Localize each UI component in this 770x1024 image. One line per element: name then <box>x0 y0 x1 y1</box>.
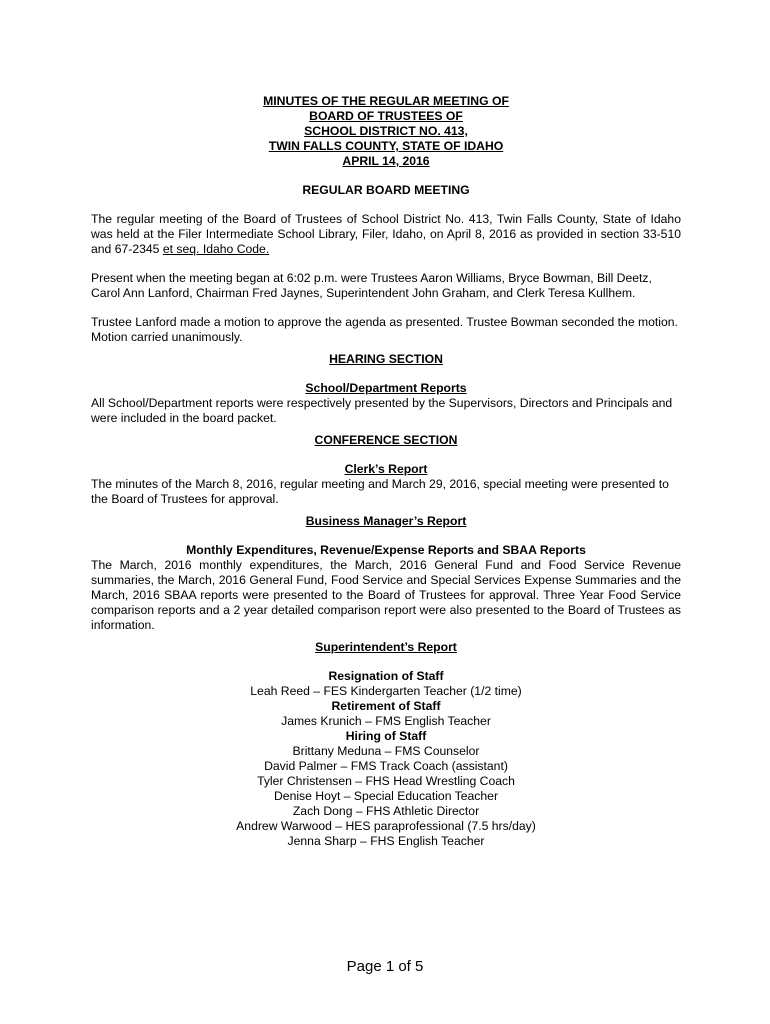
list-item: Zach Dong – FHS Athletic Director <box>292 804 480 818</box>
superintendent-report-heading: Superintendent’s Report <box>315 640 457 654</box>
intro-paragraph <box>91 212 681 257</box>
hiring-heading: Hiring of Staff <box>345 729 427 743</box>
school-department-reports-heading: School/Department Reports <box>305 381 467 395</box>
monthly-expenditures-heading: Monthly Expenditures, Revenue/Expense Reports and SBAA Reports <box>186 543 586 557</box>
document-body <box>91 94 681 849</box>
list-item: James Krunich – FMS English Teacher <box>281 714 491 728</box>
list-item: Leah Reed – FES Kindergarten Teacher (1/2 time) <box>250 684 522 698</box>
clerks-report-heading: Clerk’s Report <box>344 462 428 476</box>
conference-section-heading: CONFERENCE SECTION <box>314 433 458 447</box>
intro-text: The regular meeting of the Board of Trustees of School District No. 413, Twin Falls County, State of Idaho was held at the Filer Intermediate School Library, Filer, Idaho, on April 8, 2016 as provided in section 33-510 and 67-2345 <box>91 212 681 256</box>
document-title <box>91 94 681 169</box>
business-manager-report-heading: Business Manager’s Report <box>305 514 467 528</box>
code-reference-link: et seq. Idaho Code. <box>162 242 270 256</box>
list-item: Tyler Christensen – FHS Head Wrestling Coach <box>257 774 515 788</box>
school-department-reports-text: All School/Department reports were respectively presented by the Supervisors, Directors and Principals and were included in the board packet. <box>91 396 673 425</box>
list-item: Andrew Warwood – HES paraprofessional (7.5 hrs/day) <box>236 819 536 833</box>
list-item: Denise Hoyt – Special Education Teacher <box>273 789 499 803</box>
title-line: MINUTES OF THE REGULAR MEETING OF <box>263 94 509 108</box>
monthly-expenditures-text: The March, 2016 monthly expenditures, the March, 2016 General Fund and Food Service Revenue summaries, the March, 2016 General Fund, Food Service and Special Services Expense Summaries and the March, 2016 SBAA reports were presented to the Board of Trustees for approval. Three Year Food Service comparison reports and a 2 year detailed comparison report were also presented to the Board of Trustees as information. <box>91 558 681 632</box>
retirement-heading: Retirement of Staff <box>331 699 441 713</box>
meeting-heading: REGULAR BOARD MEETING <box>302 183 470 197</box>
clerks-report-text: The minutes of the March 8, 2016, regular meeting and March 29, 2016, special meeting were presented to the Board of Trustees for approval. <box>91 477 669 506</box>
hearing-section-heading: HEARING SECTION <box>329 352 443 366</box>
present-paragraph: Present when the meeting began at 6:02 p.m. were Trustees Aaron Williams, Bryce Bowman, Bill Deetz, Carol Ann Lanford, Chairman Fred Jaynes, Superintendent John Graham, and Clerk Teresa Kullhem. <box>91 271 652 300</box>
motion-paragraph: Trustee Lanford made a motion to approve the agenda as presented. Trustee Bowman seconded the motion. Motion carried unanimously. <box>91 315 678 344</box>
resignation-heading: Resignation of Staff <box>328 669 444 683</box>
staff-changes-list <box>91 669 681 849</box>
list-item: David Palmer – FMS Track Coach (assistant) <box>264 759 508 773</box>
list-item: Jenna Sharp – FHS English Teacher <box>287 834 485 848</box>
page-number-footer: Page 1 of 5 <box>346 958 424 975</box>
title-line: APRIL 14, 2016 <box>342 154 430 168</box>
title-line: SCHOOL DISTRICT NO. 413, <box>304 124 468 138</box>
title-line: BOARD OF TRUSTEES OF <box>309 109 463 123</box>
title-line: TWIN FALLS COUNTY, STATE OF IDAHO <box>268 139 504 153</box>
list-item: Brittany Meduna – FMS Counselor <box>292 744 480 758</box>
